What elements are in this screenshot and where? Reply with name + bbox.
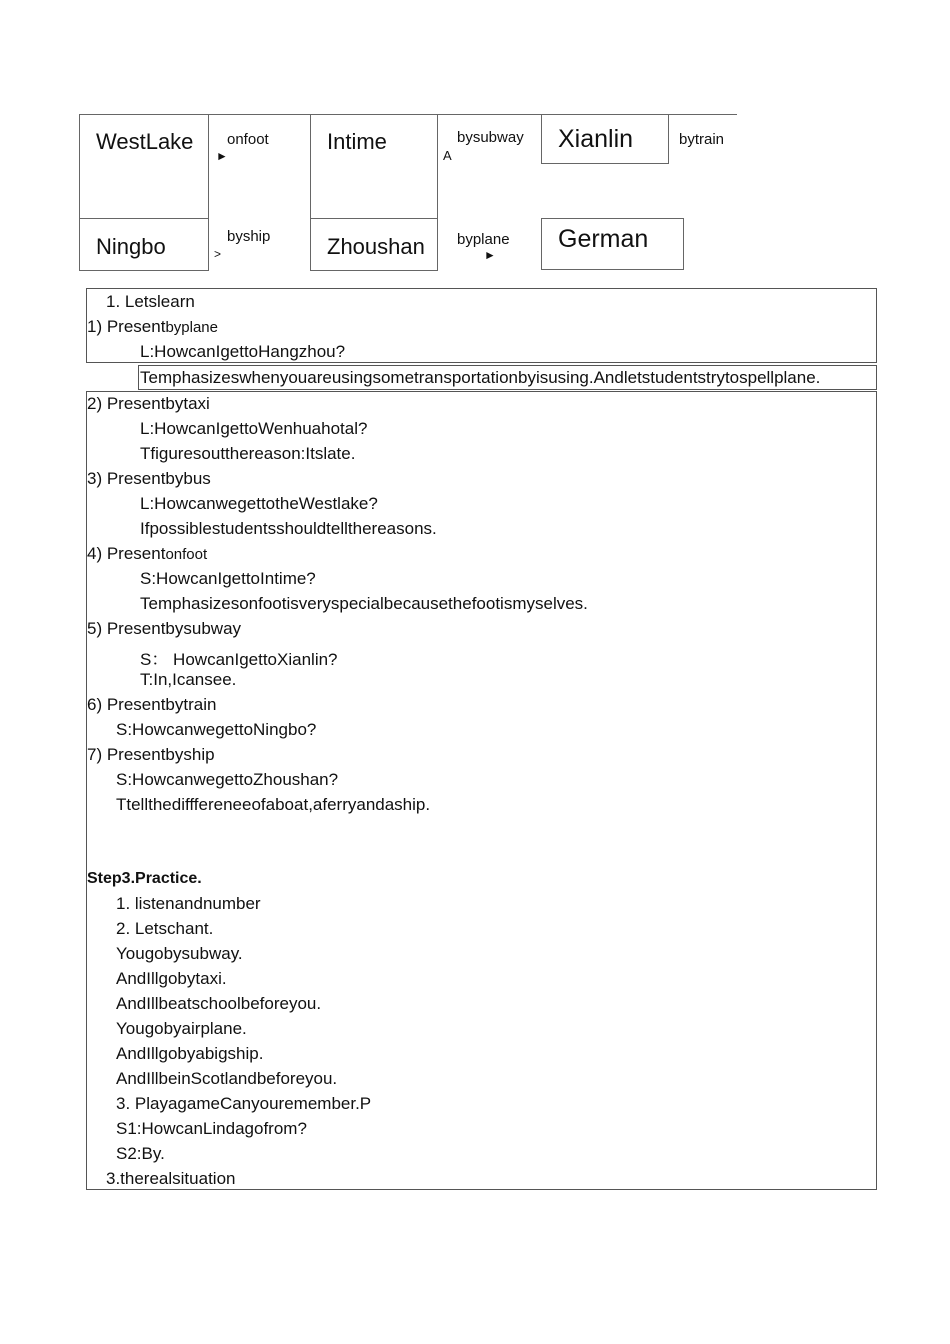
label-bysubway: bysubway xyxy=(457,129,524,146)
game-line-1: S1:HowcanLindagofrom? xyxy=(116,1119,307,1138)
practice-item-3: 3. PlayagameCanyouremember.P xyxy=(116,1094,372,1113)
mark-gt: > xyxy=(214,247,222,261)
card-ningbo-label: Ningbo xyxy=(96,234,166,259)
present-3-line-1: L:HowcanwegettotheWestlake? xyxy=(140,494,378,513)
present-5-line-2: T:In,Icansee. xyxy=(140,670,237,689)
arrow-icon: ► xyxy=(484,248,496,262)
card-germany-label: German xyxy=(558,225,649,253)
label-byship: byship xyxy=(227,228,271,245)
present-7-line-2: Ttellthedifffereneeofaboat,aferryandaship. xyxy=(116,795,431,814)
present-2-line-2: Tfiguresoutthereason:Itslate. xyxy=(140,444,356,463)
practice-item-4: 3.therealsituation xyxy=(106,1169,236,1188)
card-xianlin-label: Xianlin xyxy=(558,125,634,153)
present-6: 6) Presentbytrain xyxy=(87,695,217,714)
chant-line-4: Yougobyairplane. xyxy=(116,1019,247,1038)
present-5-line-1: S： HowcanIgettoXianlin? xyxy=(140,650,338,669)
card-ningbo xyxy=(79,218,209,271)
chant-line-3: AndIllbeatschoolbeforeyou. xyxy=(116,994,322,1013)
present-4-line-1: S:HowcanIgettoIntime? xyxy=(140,569,316,588)
mark-a: A xyxy=(443,148,452,163)
present-2-line-1: L:HowcanIgettoWenhuahotal? xyxy=(140,419,368,438)
card-xianlin xyxy=(541,114,669,164)
card-intime xyxy=(310,114,438,220)
practice-heading: Step3.Practice. xyxy=(87,870,202,887)
card-westlake xyxy=(79,114,209,220)
chant-line-6: AndIllbeinScotlandbeforeyou. xyxy=(116,1069,338,1088)
present-1: 1) Presentbyplane xyxy=(87,317,218,336)
present-4: 4) Presentonfoot xyxy=(87,544,208,563)
chant-line-1: Yougobysubway. xyxy=(116,944,243,963)
present-3: 3) Presentbybus xyxy=(87,469,211,488)
present-6-line-1: S:HowcanwegettoNingbo? xyxy=(116,720,317,739)
card-westlake-label: WestLake xyxy=(96,129,194,154)
chant-line-5: AndIllgobyabigship. xyxy=(116,1044,264,1063)
present-7: 7) Presentbyship xyxy=(87,745,215,764)
practice-item-1: 1. listenandnumber xyxy=(116,894,261,913)
label-byplane: byplane xyxy=(457,231,510,248)
chant-line-2: AndIllgobytaxi. xyxy=(116,969,227,988)
present-3-line-2: Ifpossiblestudentsshouldtellthereasons. xyxy=(140,519,437,538)
present-1-note: Temphasizeswhenyouareusingsometransportationbyisusing.Andletstudentstrytospellplane. xyxy=(140,368,821,387)
label-onfoot: onfoot xyxy=(227,131,269,148)
label-bytrain: bytrain xyxy=(679,131,725,148)
card-germany xyxy=(541,218,684,270)
present-4-line-2: Temphasizesonfootisveryspecialbecausethefootismyselves. xyxy=(140,594,588,613)
learn-heading: 1. Letslearn xyxy=(106,292,195,311)
practice-item-2: 2. Letschant. xyxy=(116,919,214,938)
card-intime-label: Intime xyxy=(327,129,387,154)
arrow-icon: ► xyxy=(216,149,228,163)
present-5: 5) Presentbysubway xyxy=(87,619,242,638)
game-line-2: S2:By. xyxy=(116,1144,165,1163)
card-zhoushan xyxy=(310,218,438,271)
card-zhoushan-label: Zhoushan xyxy=(327,234,425,259)
present-7-line-1: S:HowcanwegettoZhoushan? xyxy=(116,770,339,789)
present-2: 2) Presentbytaxi xyxy=(87,394,210,413)
present-1-line: L:HowcanIgettoHangzhou? xyxy=(140,342,346,361)
